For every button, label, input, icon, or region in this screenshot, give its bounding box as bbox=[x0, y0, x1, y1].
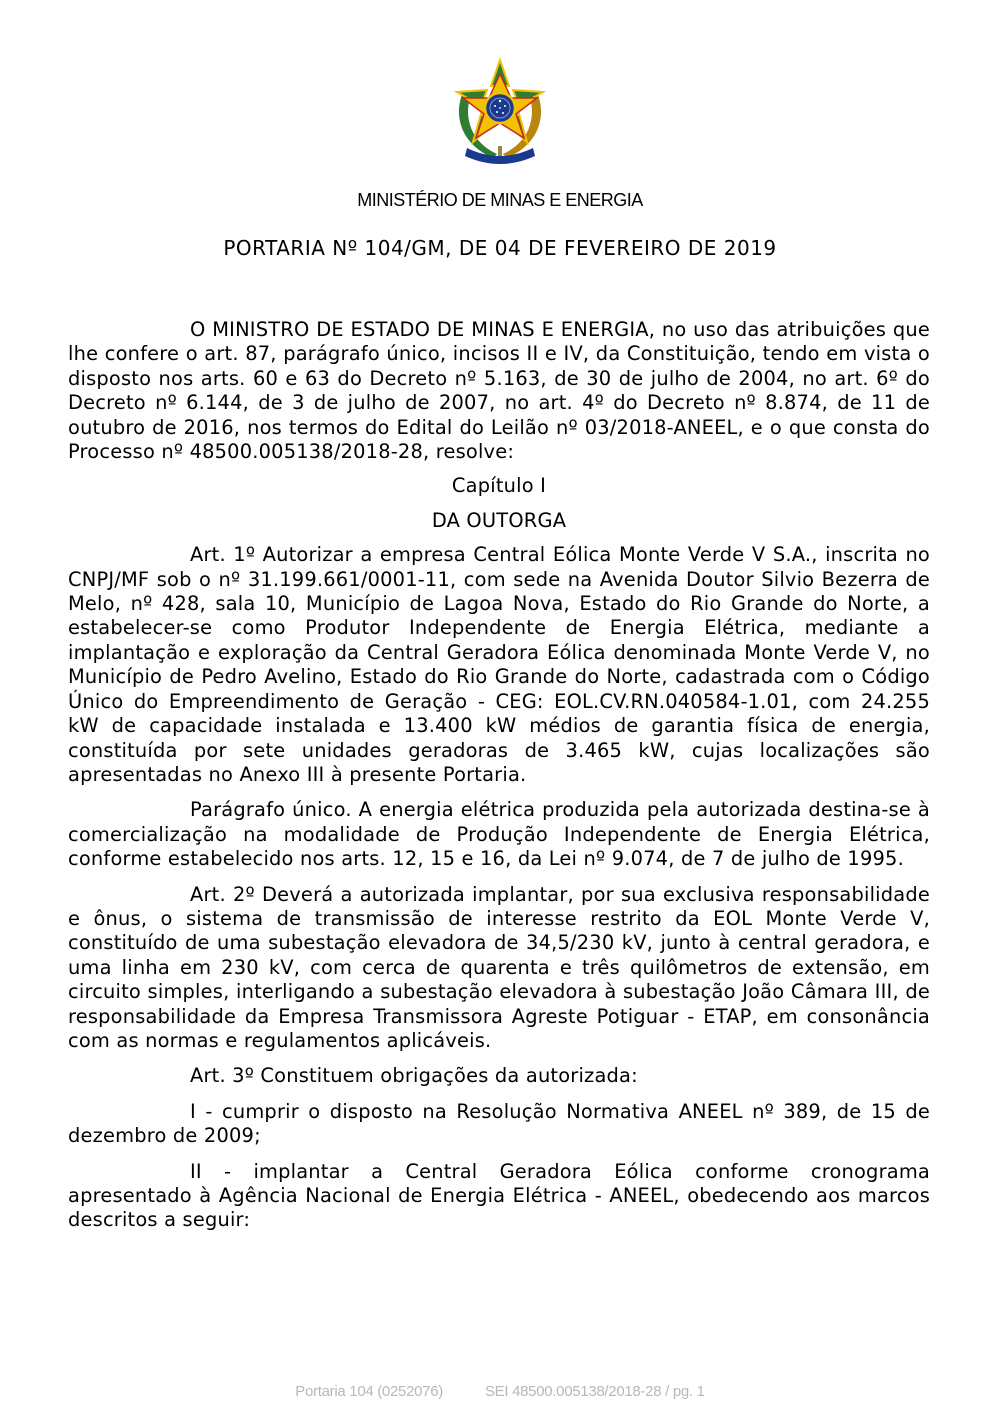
article-1-paragraph: Art. 1º Autorizar a empresa Central Eólica Monte Verde V S.A., inscrita no CNPJ/MF sob o nº 31.199.661/0001-11, com sede na Avenida Doutor Silvio Bezerra de Melo, nº 428, sala 10, Município de Lagoa Nova, Estado do Rio Grande do Norte, a estabelecer-se como Produtor Independente de Energia Elétrica, mediante a implantação e exploração da Central Geradora Eólica denominada Monte Verde V, no Município de Pedro Avelino, Estado do Rio Grande do Norte, cadastrada com o Código Único do Empreendimento de Geração - CEG: EOL.CV.RN.040584-1.01, com 24.255 kW de capacidade instalada e 13.400 kW médios de garantia física de energia, constituída por sete unidades geradoras de 3.465 kW, cujas localizações são apresentadas no Anexo III à presente Portaria. bbox=[68, 543, 930, 786]
chapter-title: DA OUTORGA bbox=[431, 508, 567, 532]
footer-document-reference: Portaria 104 (0252076) bbox=[295, 1383, 443, 1400]
article-3-paragraph: Art. 3º Constituem obrigações da autorizada: bbox=[190, 1064, 638, 1088]
brazil-coat-of-arms-icon bbox=[449, 56, 551, 170]
footer-sei-reference: SEI 48500.005138/2018-28 / pg. 1 bbox=[484, 1383, 705, 1400]
page-footer bbox=[0, 1383, 1000, 1400]
article-1-sole-paragraph: Parágrafo único. A energia elétrica produzida pela autorizada destina-se à comercialização na modalidade de Produção Independente de Energia Elétrica, conforme estabelecido nos arts. 12, 15 e 16, da Lei nº 9.074, de 7 de julho de 1995. bbox=[68, 798, 930, 871]
ministry-name: MINISTÉRIO DE MINAS E ENERGIA bbox=[357, 190, 643, 210]
article-3-item-1: I - cumprir o disposto na Resolução Normativa ANEEL nº 389, de 15 de dezembro de 2009; bbox=[68, 1099, 930, 1148]
chapter-heading: Capítulo I bbox=[451, 474, 547, 498]
article-2-paragraph: Art. 2º Deverá a autorizada implantar, por sua exclusiva responsabilidade e ônus, o sistema de transmissão de interesse restrito da EOL Monte Verde V, constituído de uma subestação elevadora de 34,5/230 kV, junto à central geradora, e uma linha em 230 kV, com cerca de quarenta e três quilômetros de extensão, em circuito simples, interligando a subestação elevadora à subestação João Câmara III, de responsabilidade da Empresa Transmissora Agreste Potiguar - ETAP, em consonância com as normas e regulamentos aplicáveis. bbox=[68, 882, 930, 1052]
document-title: PORTARIA Nº 104/GM, DE 04 DE FEVEREIRO DE 2019 bbox=[223, 236, 777, 260]
document-body bbox=[68, 318, 930, 1233]
preamble-paragraph: O MINISTRO DE ESTADO DE MINAS E ENERGIA, no uso das atribuições que lhe confere o art. 87, parágrafo único, incisos II e IV, da Constituição, tendo em vista o disposto nos arts. 60 e 63 do Decreto nº 5.163, de 30 de julho de 2004, no art. 6º do Decreto nº 6.144, de 3 de julho de 2007, no art. 4º do Decreto nº 8.874, de 11 de outubro de 2016, nos termos do Edital do Leilão nº 03/2018-ANEEL, e o que consta do Processo nº 48500.005138/2018-28, resolve: bbox=[68, 318, 930, 464]
article-3-item-2: II - implantar a Central Geradora Eólica conforme cronograma apresentado à Agência Nacional de Energia Elétrica - ANEEL, obedecendo aos marcos descritos a seguir: bbox=[68, 1159, 930, 1232]
